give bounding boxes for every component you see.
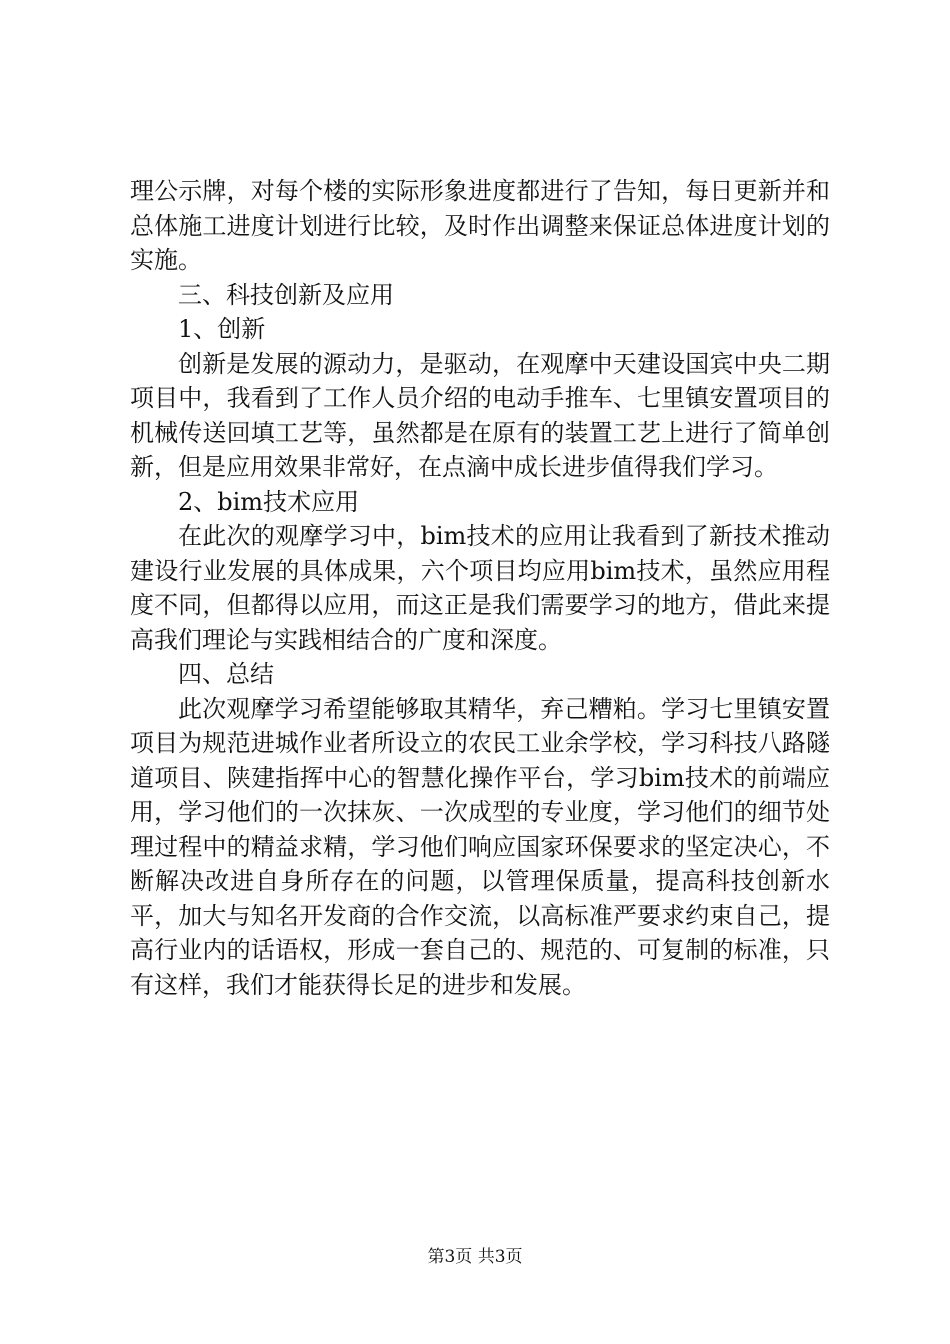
body-paragraph: 理公示牌，对每个楼的实际形象进度都进行了告知，每日更新并和总体施工进度计划进行比较，及时作出调整来保证总体进度计划的实施。 xyxy=(130,177,830,274)
section-heading-tech-innovation: 三、科技创新及应用 xyxy=(178,280,394,309)
document-body xyxy=(130,174,830,1002)
body-paragraph: 在此次的观摩学习中，bim技术的应用让我看到了新技术推动建设行业发展的具体成果，六个项目均应用bim技术，虽然应用程度不同，但都得以应用，而这正是我们需要学习的地方，借此来提高我们理论与实践相结合的广度和深度。 xyxy=(130,522,830,654)
section-heading-summary: 四、总结 xyxy=(178,660,274,688)
page-footer: 第3页 共3页 xyxy=(427,1247,523,1267)
body-paragraph: 此次观摩学习希望能够取其精华，弃己糟粕。学习七里镇安置项目为规范进城作业者所设立的农民工业余学校，学习科技八路隧道项目、陕建指挥中心的智慧化操作平台，学习bim技术的前端应用，学习他们的一次抹灰、一次成型的专业度，学习他们的细节处理过程中的精益求精，学习他们响应国家环保要求的坚定决心，不断解决改进自身所存在的问题，以管理保质量，提高科技创新水平，加大与知名开发商的合作交流，以高标准严要求约束自己，提高行业内的话语权，形成一套自己的、规范的、可复制的标准，只有这样，我们才能获得长足的进步和发展。 xyxy=(130,694,830,999)
subsection-heading-bim: 2、bim技术应用 xyxy=(178,487,360,516)
body-paragraph: 创新是发展的源动力，是驱动，在观摩中天建设国宾中央二期项目中，我看到了工作人员介绍的电动手推车、七里镇安置项目的机械传送回填工艺等，虽然都是在原有的装置工艺上进行了简单创新，但是应用效果非常好，在点滴中成长进步值得我们学习。 xyxy=(130,349,830,481)
subsection-heading-innovation: 1、创新 xyxy=(178,315,266,343)
